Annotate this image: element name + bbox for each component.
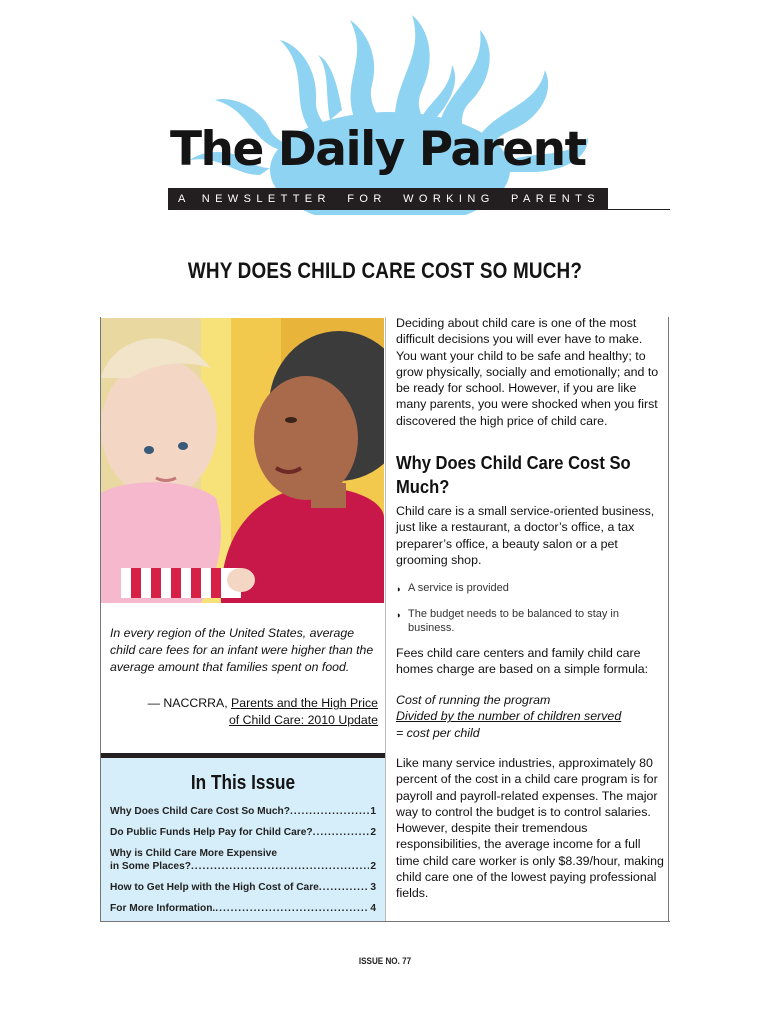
- article-paragraph: Like many service industries, approximately 80 percent of the cost in a child care program is for payroll and payroll-related expenses. The major way to control the budget is to control salaries. However, despite their tremendous responsibilities, the average income for a full time child care worker is only $8.39/hour, making child care one of the lowest paying professional fields.: [396, 756, 664, 901]
- newsletter-title: The Daily Parent: [170, 122, 586, 177]
- issue-number: ISSUE NO. 77: [358, 956, 412, 966]
- toc-item-page: 2: [370, 861, 376, 872]
- toc-dot-leader: [319, 881, 369, 894]
- toc-item-page: 4: [370, 903, 376, 914]
- subtitle-word: PARENTS: [511, 193, 600, 205]
- toc-dot-leader: [290, 805, 369, 818]
- formula-line: = cost per child: [396, 725, 480, 740]
- subtitle-word: WORKING: [403, 193, 495, 205]
- toc-item-title: Why Does Child Care Cost So Much?: [110, 806, 290, 817]
- in-this-issue-title: In This Issue: [190, 772, 296, 794]
- toc-item-title-line1: Why is Child Care More Expensive: [110, 848, 278, 859]
- pull-quote: In every region of the United States, average child care fees for an infant were higher than the average amount that families spent on food.: [110, 626, 374, 674]
- formula-line: Cost of running the program: [396, 693, 551, 707]
- toc-dot-leader: [215, 902, 369, 915]
- toc-item[interactable]: [110, 881, 376, 894]
- article-paragraph: Fees child care centers and family child care homes charge are based on a simple formula:: [396, 646, 649, 677]
- toc-item-title: How to Get Help with the High Cost of Care: [110, 882, 319, 893]
- toc-item-line2: [110, 860, 376, 873]
- attribution-title-line1: Parents and the High Price: [231, 696, 378, 710]
- cost-formula: [396, 692, 664, 741]
- toc-item-title: For More Information.: [110, 903, 216, 914]
- bullet-text: The budget needs to be balanced to stay in business.: [408, 607, 619, 634]
- toc-item[interactable]: [110, 826, 376, 839]
- subtitle-word: FOR: [347, 193, 387, 205]
- toc-item-page: 1: [370, 806, 376, 817]
- bullet-icon: ◗: [396, 584, 402, 594]
- bullet-text: A service is provided: [408, 582, 509, 594]
- subtitle-word: NEWSLETTER: [201, 193, 331, 205]
- article-subheading: Why Does Child Care Cost So Much?: [396, 453, 631, 497]
- attribution-prefix: — NACCRRA,: [147, 696, 228, 710]
- toc-item-page: 3: [370, 882, 376, 893]
- quote-attribution: [110, 695, 378, 729]
- column-divider: [385, 317, 386, 922]
- right-column-rule: [668, 317, 669, 922]
- toc-item-title: in Some Places?: [110, 861, 191, 872]
- toc-item[interactable]: [110, 847, 376, 873]
- sun-logo-graphic: [140, 0, 640, 215]
- newsletter-subtitle-band: [168, 188, 608, 210]
- photo-illustration: [101, 318, 384, 603]
- subtitle-word: A: [178, 193, 186, 205]
- attribution-title-line2: of Child Care: 2010 Update: [228, 713, 378, 727]
- formula-line: Divided by the number of children served: [396, 709, 622, 724]
- toc-dot-leader: [313, 826, 370, 839]
- page-headline: WHY DOES CHILD CARE COST SO MUCH?: [187, 258, 583, 283]
- toc-item-title: Do Public Funds Help Pay for Child Care?: [110, 827, 313, 838]
- bullet-list: [396, 581, 664, 646]
- bullet-item: [396, 581, 664, 597]
- bullet-item: [396, 607, 664, 636]
- toc-dot-leader: [191, 860, 369, 873]
- bullet-icon: ◗: [396, 609, 402, 620]
- toc-item-page: 2: [370, 827, 376, 838]
- toc-item[interactable]: [110, 902, 376, 915]
- article-paragraph: Child care is a small service-oriented business, just like a restaurant, a doctor’s office, a tax preparer’s office, a beauty salon or a pet grooming shop.: [396, 504, 655, 567]
- photo-mother-and-child: [101, 318, 384, 603]
- toc-item[interactable]: [110, 805, 376, 818]
- article-intro: Deciding about child care is one of the most difficult decisions you will ever have to make. You want your child to be safe and healthy; to grow physically, socially and emotionally; and to be ready for school. However, if you are like many parents, you were shocked when you first discovered the high price of child care.: [396, 316, 659, 428]
- masthead-rule: [608, 209, 670, 210]
- table-of-contents: [110, 805, 376, 923]
- in-this-issue-box: [101, 753, 385, 921]
